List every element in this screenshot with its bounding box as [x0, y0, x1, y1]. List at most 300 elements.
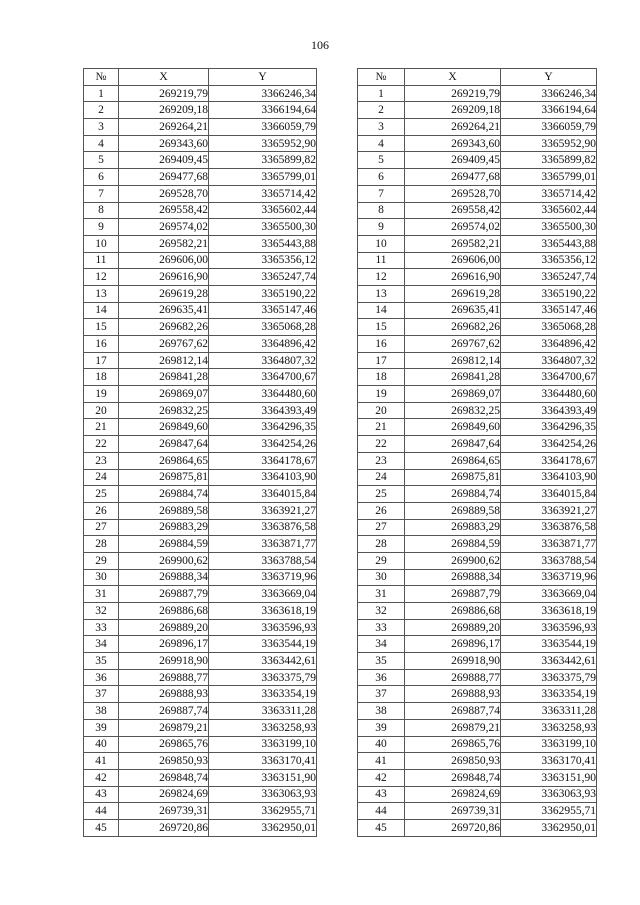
table-row — [84, 486, 317, 503]
cell-y: 3363375,79 — [209, 669, 317, 686]
cell-y: 3365899,82 — [209, 152, 317, 169]
cell-y: 3363719,96 — [209, 569, 317, 586]
table-row — [358, 386, 597, 403]
cell-num: 9 — [358, 219, 405, 236]
cell-x: 269888,93 — [405, 686, 501, 703]
header-num: № — [358, 69, 405, 86]
cell-y: 3366194,64 — [501, 102, 597, 119]
table-row — [358, 436, 597, 453]
table-row — [84, 369, 317, 386]
cell-y: 3365190,22 — [209, 285, 317, 302]
cell-x: 269884,74 — [119, 486, 209, 503]
cell-x: 269720,86 — [119, 819, 209, 836]
cell-x: 269850,93 — [405, 753, 501, 770]
cell-x: 269848,74 — [119, 769, 209, 786]
cell-y: 3365356,12 — [209, 252, 317, 269]
cell-num: 3 — [358, 119, 405, 136]
cell-num: 12 — [358, 269, 405, 286]
header-x: X — [119, 69, 209, 86]
table-row — [358, 419, 597, 436]
cell-y: 3366246,34 — [209, 85, 317, 102]
table-row — [84, 436, 317, 453]
cell-x: 269558,42 — [119, 202, 209, 219]
cell-x: 269886,68 — [405, 603, 501, 620]
cell-num: 18 — [84, 369, 119, 386]
cell-x: 269682,26 — [405, 319, 501, 336]
cell-x: 269606,00 — [119, 252, 209, 269]
table-row — [84, 336, 317, 353]
cell-x: 269865,76 — [405, 736, 501, 753]
cell-x: 269879,21 — [119, 719, 209, 736]
cell-num: 33 — [358, 619, 405, 636]
cell-x: 269888,34 — [119, 569, 209, 586]
cell-y: 3363199,10 — [209, 736, 317, 753]
cell-x: 269739,31 — [405, 803, 501, 820]
cell-x: 269824,69 — [405, 786, 501, 803]
cell-x: 269720,86 — [405, 819, 501, 836]
header-num: № — [84, 69, 119, 86]
cell-num: 8 — [358, 202, 405, 219]
cell-num: 27 — [358, 519, 405, 536]
cell-x: 269889,58 — [405, 502, 501, 519]
cell-y: 3363544,19 — [209, 636, 317, 653]
cell-y: 3366246,34 — [501, 85, 597, 102]
cell-y: 3364700,67 — [209, 369, 317, 386]
table-row — [84, 502, 317, 519]
cell-y: 3365899,82 — [501, 152, 597, 169]
cell-y: 3362950,01 — [501, 819, 597, 836]
table-row — [358, 319, 597, 336]
cell-x: 269883,29 — [119, 519, 209, 536]
cell-y: 3363618,19 — [209, 603, 317, 620]
cell-x: 269574,02 — [405, 219, 501, 236]
table-row — [84, 519, 317, 536]
cell-x: 269812,14 — [405, 352, 501, 369]
table-row — [84, 552, 317, 569]
header-x: X — [405, 69, 501, 86]
cell-x: 269409,45 — [119, 152, 209, 169]
cell-y: 3363311,28 — [209, 703, 317, 720]
cell-x: 269635,41 — [405, 302, 501, 319]
cell-y: 3363788,54 — [501, 552, 597, 569]
cell-y: 3365714,42 — [209, 185, 317, 202]
cell-num: 39 — [358, 719, 405, 736]
cell-num: 10 — [358, 235, 405, 252]
cell-y: 3364103,90 — [501, 469, 597, 486]
cell-x: 269918,90 — [405, 653, 501, 670]
table-row — [358, 769, 597, 786]
cell-y: 3364254,26 — [209, 436, 317, 453]
table-row — [358, 135, 597, 152]
cell-y: 3363618,19 — [501, 603, 597, 620]
cell-y: 3363170,41 — [209, 753, 317, 770]
cell-num: 35 — [358, 653, 405, 670]
table-row — [358, 636, 597, 653]
table-row — [358, 152, 597, 169]
cell-x: 269409,45 — [405, 152, 501, 169]
cell-num: 32 — [84, 603, 119, 620]
cell-x: 269264,21 — [119, 119, 209, 136]
cell-x: 269343,60 — [405, 135, 501, 152]
cell-num: 21 — [358, 419, 405, 436]
cell-y: 3362955,71 — [209, 803, 317, 820]
cell-y: 3365952,90 — [209, 135, 317, 152]
cell-num: 36 — [358, 669, 405, 686]
cell-x: 269875,81 — [119, 469, 209, 486]
cell-y: 3365500,30 — [501, 219, 597, 236]
cell-x: 269606,00 — [405, 252, 501, 269]
cell-num: 44 — [84, 803, 119, 820]
cell-x: 269888,34 — [405, 569, 501, 586]
cell-num: 20 — [84, 402, 119, 419]
cell-x: 269219,79 — [119, 85, 209, 102]
table-row — [358, 719, 597, 736]
cell-x: 269582,21 — [405, 235, 501, 252]
cell-x: 269896,17 — [119, 636, 209, 653]
cell-x: 269884,74 — [405, 486, 501, 503]
table-row — [84, 386, 317, 403]
table-row — [84, 85, 317, 102]
cell-x: 269739,31 — [119, 803, 209, 820]
cell-num: 11 — [84, 252, 119, 269]
table-row — [358, 686, 597, 703]
cell-x: 269869,07 — [119, 386, 209, 403]
cell-num: 28 — [358, 536, 405, 553]
cell-num: 32 — [358, 603, 405, 620]
cell-y: 3363788,54 — [209, 552, 317, 569]
table-row — [358, 552, 597, 569]
cell-y: 3363921,27 — [501, 502, 597, 519]
cell-num: 8 — [84, 202, 119, 219]
cell-x: 269528,70 — [405, 185, 501, 202]
table-row — [84, 402, 317, 419]
cell-y: 3366059,79 — [501, 119, 597, 136]
cell-num: 16 — [84, 336, 119, 353]
cell-num: 37 — [358, 686, 405, 703]
cell-num: 7 — [358, 185, 405, 202]
table-row — [84, 819, 317, 836]
table-row — [84, 669, 317, 686]
cell-x: 269264,21 — [405, 119, 501, 136]
cell-x: 269900,62 — [119, 552, 209, 569]
cell-x: 269879,21 — [405, 719, 501, 736]
cell-num: 45 — [84, 819, 119, 836]
cell-x: 269888,77 — [119, 669, 209, 686]
cell-num: 13 — [358, 285, 405, 302]
table-row — [358, 653, 597, 670]
cell-x: 269889,20 — [119, 619, 209, 636]
table-row — [84, 686, 317, 703]
table-row — [84, 119, 317, 136]
cell-num: 31 — [358, 586, 405, 603]
cell-x: 269864,65 — [405, 452, 501, 469]
table-row — [84, 102, 317, 119]
cell-x: 269847,64 — [405, 436, 501, 453]
cell-y: 3366059,79 — [209, 119, 317, 136]
cell-x: 269850,93 — [119, 753, 209, 770]
cell-y: 3364015,84 — [209, 486, 317, 503]
cell-x: 269616,90 — [119, 269, 209, 286]
table-row — [358, 85, 597, 102]
table-row — [358, 402, 597, 419]
cell-num: 1 — [358, 85, 405, 102]
cell-num: 40 — [84, 736, 119, 753]
cell-x: 269884,59 — [119, 536, 209, 553]
cell-x: 269477,68 — [119, 169, 209, 186]
table-row — [358, 753, 597, 770]
cell-x: 269824,69 — [119, 786, 209, 803]
cell-x: 269767,62 — [119, 336, 209, 353]
table-row — [358, 469, 597, 486]
cell-num: 30 — [84, 569, 119, 586]
cell-y: 3363921,27 — [209, 502, 317, 519]
cell-y: 3365602,44 — [209, 202, 317, 219]
table-row — [84, 352, 317, 369]
cell-num: 19 — [84, 386, 119, 403]
cell-num: 15 — [84, 319, 119, 336]
cell-num: 2 — [358, 102, 405, 119]
cell-y: 3362955,71 — [501, 803, 597, 820]
table-row — [358, 352, 597, 369]
cell-x: 269682,26 — [119, 319, 209, 336]
table-row — [358, 202, 597, 219]
cell-y: 3363669,04 — [209, 586, 317, 603]
cell-x: 269864,65 — [119, 452, 209, 469]
cell-x: 269558,42 — [405, 202, 501, 219]
cell-x: 269832,25 — [405, 402, 501, 419]
cell-y: 3364700,67 — [501, 369, 597, 386]
cell-num: 42 — [358, 769, 405, 786]
table-row — [84, 252, 317, 269]
cell-y: 3363876,58 — [209, 519, 317, 536]
cell-y: 3364896,42 — [501, 336, 597, 353]
cell-num: 26 — [358, 502, 405, 519]
table-row — [358, 269, 597, 286]
cell-x: 269849,60 — [405, 419, 501, 436]
cell-x: 269886,68 — [119, 603, 209, 620]
cell-x: 269918,90 — [119, 653, 209, 670]
cell-y: 3364807,32 — [209, 352, 317, 369]
cell-x: 269883,29 — [405, 519, 501, 536]
cell-num: 43 — [358, 786, 405, 803]
cell-num: 22 — [358, 436, 405, 453]
table-row — [358, 703, 597, 720]
table-row — [84, 536, 317, 553]
table-row — [84, 135, 317, 152]
cell-x: 269888,93 — [119, 686, 209, 703]
table-row — [84, 803, 317, 820]
table-row — [358, 185, 597, 202]
cell-num: 15 — [358, 319, 405, 336]
cell-x: 269888,77 — [405, 669, 501, 686]
cell-y: 3365443,88 — [501, 235, 597, 252]
cell-num: 1 — [84, 85, 119, 102]
cell-num: 30 — [358, 569, 405, 586]
cell-num: 38 — [84, 703, 119, 720]
cell-x: 269528,70 — [119, 185, 209, 202]
table-row — [358, 586, 597, 603]
cell-num: 5 — [358, 152, 405, 169]
cell-y: 3364296,35 — [501, 419, 597, 436]
cell-y: 3365952,90 — [501, 135, 597, 152]
cell-num: 21 — [84, 419, 119, 436]
table-row — [84, 703, 317, 720]
cell-num: 26 — [84, 502, 119, 519]
cell-num: 36 — [84, 669, 119, 686]
cell-num: 44 — [358, 803, 405, 820]
cell-x: 269869,07 — [405, 386, 501, 403]
cell-y: 3364393,49 — [501, 402, 597, 419]
cell-x: 269865,76 — [119, 736, 209, 753]
cell-x: 269209,18 — [405, 102, 501, 119]
table-row — [84, 285, 317, 302]
cell-num: 35 — [84, 653, 119, 670]
cell-y: 3364178,67 — [501, 452, 597, 469]
cell-num: 14 — [358, 302, 405, 319]
table-row — [84, 653, 317, 670]
cell-y: 3365602,44 — [501, 202, 597, 219]
table-row — [84, 636, 317, 653]
table-row — [358, 603, 597, 620]
table-row — [84, 569, 317, 586]
cell-y: 3365147,46 — [501, 302, 597, 319]
cell-y: 3364015,84 — [501, 486, 597, 503]
cell-x: 269219,79 — [405, 85, 501, 102]
cell-y: 3363719,96 — [501, 569, 597, 586]
cell-y: 3363063,93 — [501, 786, 597, 803]
table-row — [84, 719, 317, 736]
cell-num: 28 — [84, 536, 119, 553]
cell-num: 9 — [84, 219, 119, 236]
cell-y: 3363258,93 — [501, 719, 597, 736]
cell-num: 6 — [84, 169, 119, 186]
table-row — [358, 786, 597, 803]
cell-y: 3364296,35 — [209, 419, 317, 436]
table-row — [358, 519, 597, 536]
table-row — [358, 119, 597, 136]
cell-num: 39 — [84, 719, 119, 736]
table-row — [358, 369, 597, 386]
cell-num: 20 — [358, 402, 405, 419]
cell-num: 40 — [358, 736, 405, 753]
cell-y: 3363669,04 — [501, 586, 597, 603]
table-row — [84, 202, 317, 219]
coordinates-table-right — [357, 68, 597, 837]
cell-num: 42 — [84, 769, 119, 786]
cell-y: 3363871,77 — [209, 536, 317, 553]
cell-num: 14 — [84, 302, 119, 319]
cell-num: 29 — [358, 552, 405, 569]
cell-num: 19 — [358, 386, 405, 403]
cell-x: 269887,79 — [405, 586, 501, 603]
cell-num: 29 — [84, 552, 119, 569]
table-row — [84, 319, 317, 336]
cell-y: 3363354,19 — [209, 686, 317, 703]
cell-y: 3365247,74 — [209, 269, 317, 286]
cell-x: 269887,79 — [119, 586, 209, 603]
cell-y: 3364103,90 — [209, 469, 317, 486]
cell-num: 25 — [358, 486, 405, 503]
cell-x: 269875,81 — [405, 469, 501, 486]
table-row — [358, 803, 597, 820]
table-row — [358, 619, 597, 636]
table-row — [358, 536, 597, 553]
cell-x: 269847,64 — [119, 436, 209, 453]
table-row — [358, 235, 597, 252]
cell-y: 3365356,12 — [501, 252, 597, 269]
cell-num: 38 — [358, 703, 405, 720]
header-row — [358, 69, 597, 86]
cell-num: 18 — [358, 369, 405, 386]
cell-y: 3363442,61 — [209, 653, 317, 670]
table-row — [84, 753, 317, 770]
cell-x: 269582,21 — [119, 235, 209, 252]
cell-x: 269889,20 — [405, 619, 501, 636]
table-row — [84, 469, 317, 486]
table-row — [358, 285, 597, 302]
cell-y: 3365714,42 — [501, 185, 597, 202]
cell-num: 34 — [84, 636, 119, 653]
cell-y: 3363876,58 — [501, 519, 597, 536]
cell-x: 269889,58 — [119, 502, 209, 519]
table-row — [84, 152, 317, 169]
cell-y: 3364480,60 — [209, 386, 317, 403]
cell-y: 3363596,93 — [501, 619, 597, 636]
table-row — [358, 819, 597, 836]
table-row — [358, 486, 597, 503]
table-row — [84, 769, 317, 786]
table-row — [358, 452, 597, 469]
cell-x: 269887,74 — [405, 703, 501, 720]
cell-x: 269812,14 — [119, 352, 209, 369]
cell-y: 3363063,93 — [209, 786, 317, 803]
cell-y: 3363151,90 — [501, 769, 597, 786]
cell-y: 3363544,19 — [501, 636, 597, 653]
cell-y: 3362950,01 — [209, 819, 317, 836]
table-row — [358, 736, 597, 753]
table-row — [358, 169, 597, 186]
cell-x: 269343,60 — [119, 135, 209, 152]
table-row — [84, 185, 317, 202]
cell-y: 3365068,28 — [501, 319, 597, 336]
cell-num: 22 — [84, 436, 119, 453]
table-row — [84, 786, 317, 803]
cell-num: 17 — [358, 352, 405, 369]
cell-x: 269841,28 — [119, 369, 209, 386]
table-row — [358, 336, 597, 353]
cell-x: 269767,62 — [405, 336, 501, 353]
cell-num: 2 — [84, 102, 119, 119]
cell-num: 41 — [84, 753, 119, 770]
cell-y: 3365068,28 — [209, 319, 317, 336]
cell-x: 269619,28 — [119, 285, 209, 302]
coordinates-table-left — [83, 68, 317, 837]
cell-y: 3364480,60 — [501, 386, 597, 403]
cell-num: 13 — [84, 285, 119, 302]
page-number: 106 — [311, 38, 329, 52]
cell-y: 3363311,28 — [501, 703, 597, 720]
table-row — [84, 269, 317, 286]
cell-y: 3365443,88 — [209, 235, 317, 252]
cell-y: 3364807,32 — [501, 352, 597, 369]
cell-num: 25 — [84, 486, 119, 503]
cell-y: 3365147,46 — [209, 302, 317, 319]
table-row — [84, 586, 317, 603]
cell-num: 3 — [84, 119, 119, 136]
table-row — [84, 452, 317, 469]
cell-num: 37 — [84, 686, 119, 703]
header-y: Y — [209, 69, 317, 86]
